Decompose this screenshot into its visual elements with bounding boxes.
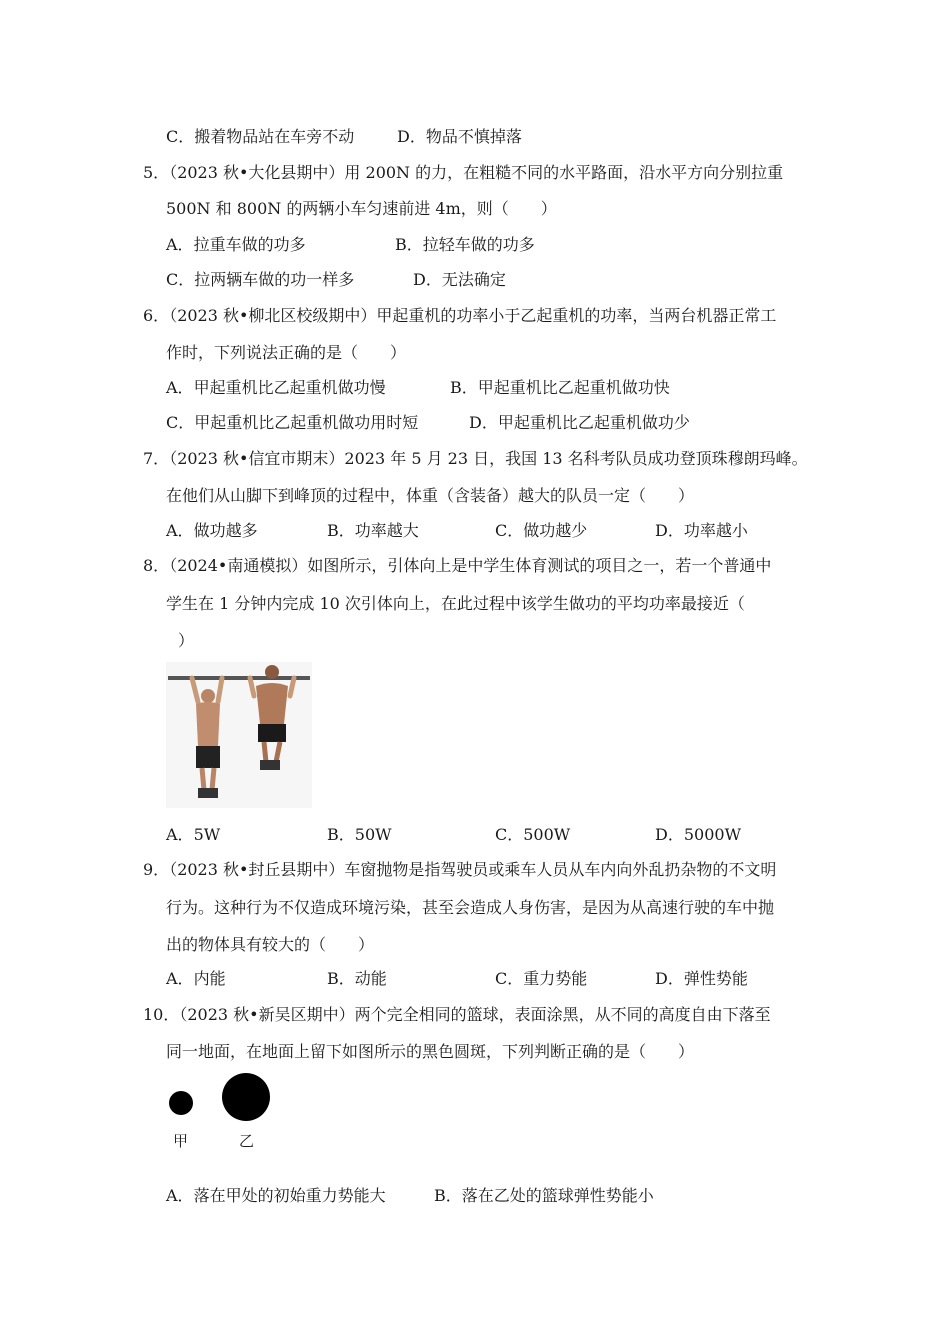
pull-up-figure (166, 662, 312, 808)
option-c: C．甲起重机比乙起重机做功用时短 (166, 413, 419, 432)
option-a: A．内能 (166, 969, 226, 988)
option-d: D．物品不慎掉落 (397, 127, 522, 146)
ball-marks-figure (160, 1068, 280, 1128)
small-ball-mark-icon (169, 1091, 193, 1115)
question-6-line-1: 6．（2023 秋•柳北区校级期中）甲起重机的功率小于乙起重机的功率，当两台机器正常工 (143, 306, 777, 325)
option-a: A．甲起重机比乙起重机做功慢 (166, 378, 386, 397)
option-d: D．5000W (655, 825, 742, 844)
question-7-line-1: 7．（2023 秋•信宜市期末）2023 年 5 月 23 日，我国 13 名科考队员成功登顶珠穆朗玛峰。 (143, 449, 808, 468)
option-c: C．拉两辆车做的功一样多 (166, 270, 355, 289)
question-10-line-1: 10．（2023 秋•新吴区期中）两个完全相同的篮球，表面涂黑，从不同的高度自由下落至 (143, 1005, 771, 1024)
option-b: B．拉轻车做的功多 (395, 235, 535, 254)
question-9-line-3: 出的物体具有较大的（ ） (166, 935, 375, 954)
option-b: B．50W (327, 825, 392, 844)
option-b: B．甲起重机比乙起重机做功快 (450, 378, 670, 397)
figure-label-jia: 甲 (173, 1132, 189, 1150)
large-ball-mark-icon (222, 1073, 270, 1121)
option-b: B．动能 (327, 969, 387, 988)
question-5-line-1: 5．（2023 秋•大化县期中）用 200N 的力，在粗糙不同的水平路面，沿水平方向分别拉重 (143, 163, 784, 182)
figure-label-yi: 乙 (239, 1132, 255, 1150)
option-a: A．落在甲处的初始重力势能大 (166, 1186, 386, 1205)
option-d: D．功率越小 (655, 521, 748, 540)
question-9-line-2: 行为。这种行为不仅造成环境污染，甚至会造成人身伤害，是因为从高速行驶的车中抛 (166, 898, 775, 917)
question-9-line-1: 9．（2023 秋•封丘县期中）车窗抛物是指驾驶员或乘车人员从车内向外乱扔杂物的不文明 (143, 860, 777, 879)
question-8-line-2: 学生在 1 分钟内完成 10 次引体向上，在此过程中该学生做功的平均功率最接近（ (166, 594, 745, 613)
question-10-line-2: 同一地面，在地面上留下如图所示的黑色圆斑，下列判断正确的是（ ） (166, 1042, 695, 1061)
option-c: C．500W (495, 825, 571, 844)
question-8-line-1: 8．（2024•南通模拟）如图所示，引体向上是中学生体育测试的项目之一，若一个普通中 (143, 556, 772, 575)
option-d: D．无法确定 (413, 270, 506, 289)
option-a: A．5W (166, 825, 221, 844)
option-d: D．弹性势能 (655, 969, 748, 988)
option-c: C．重力势能 (495, 969, 588, 988)
option-d: D．甲起重机比乙起重机做功少 (469, 413, 690, 432)
option-c: C．搬着物品站在车旁不动 (166, 127, 355, 146)
option-b: B．落在乙处的篮球弹性势能小 (434, 1186, 654, 1205)
question-7-line-2: 在他们从山脚下到峰顶的过程中，体重（含装备）越大的队员一定（ ） (166, 486, 695, 505)
option-b: B．功率越大 (327, 521, 419, 540)
option-c: C．做功越少 (495, 521, 588, 540)
option-a: A．做功越多 (166, 521, 258, 540)
question-6-line-2: 作时，下列说法正确的是（ ） (166, 343, 407, 362)
option-a: A．拉重车做的功多 (166, 235, 306, 254)
question-8-line-3: ） (178, 631, 195, 650)
question-5-line-2: 500N 和 800N 的两辆小车匀速前进 4m，则（ ） (166, 199, 557, 218)
